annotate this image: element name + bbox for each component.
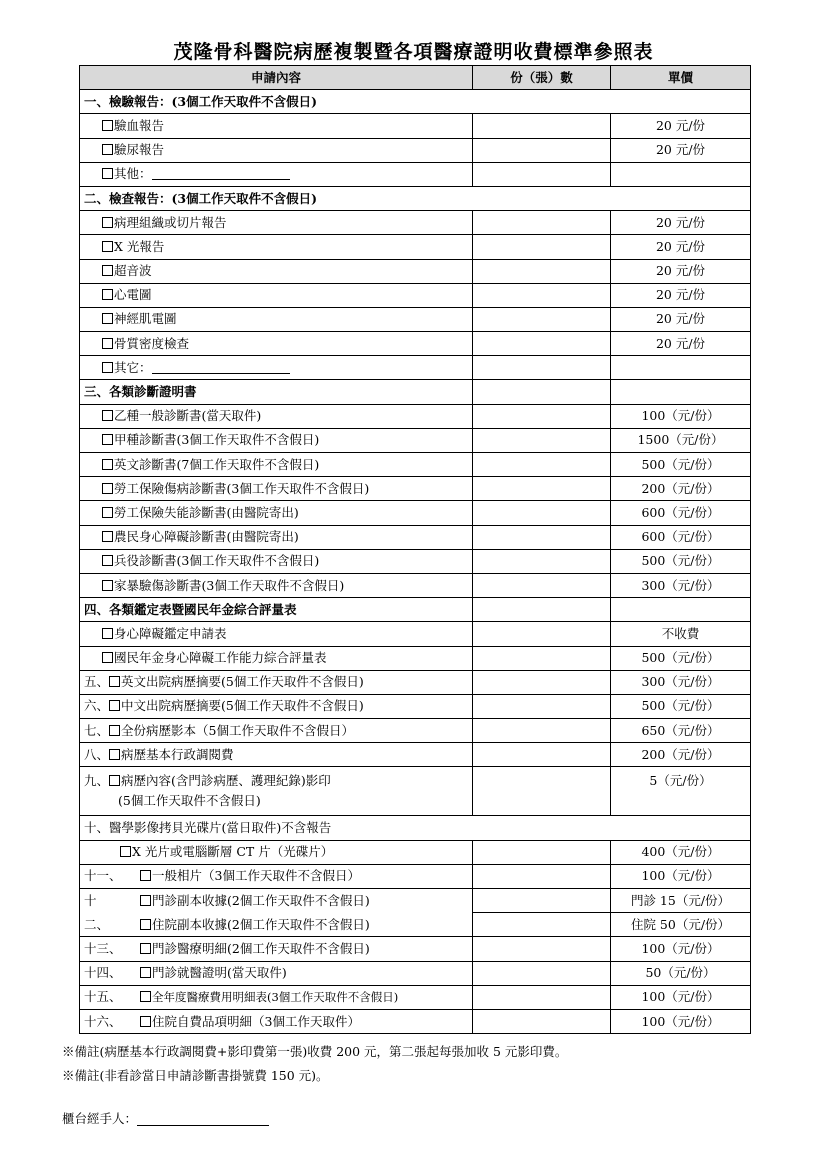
price-cell: 20 元/份 [611,114,751,138]
item-label: 其他： [114,166,152,182]
checkbox[interactable] [102,217,113,228]
table-row [80,622,751,646]
section-number: 九、 [84,773,110,789]
item-label: 身心障礙鑑定申請表 [114,625,227,641]
price-cell: 600（元/份） [611,525,751,549]
signature-label: 櫃台經手人： [62,1111,138,1126]
item-label: 勞工保險傷病診斷書(3個工作天取件不含假日) [114,480,370,496]
section-title: 三、各類診斷證明書 [80,380,473,404]
table-row [80,985,751,1009]
count-cell[interactable] [473,477,611,501]
price-cell: 1500（元/份） [611,428,751,452]
item-label: 全份病歷影本（5個工作天取件不含假日） [121,722,354,738]
table-row [80,719,751,743]
table-row [80,477,751,501]
table-row [80,525,751,549]
item-label: 家暴驗傷診斷書(3個工作天取件不含假日) [114,577,345,593]
price-cell [611,356,751,380]
count-cell[interactable] [473,211,611,235]
item-label: 英文診斷書(7個工作天取件不含假日) [114,456,320,472]
item-label: 門診就醫證明(當天取件) [152,965,287,981]
table-row [80,501,751,525]
table-row [80,694,751,718]
price-cell: 400（元/份） [611,840,751,864]
price-cell: 不收費 [611,622,751,646]
section-number: 十一、 [84,868,122,884]
price-cell: 20 元/份 [611,307,751,331]
section-number: 十六、 [84,1013,122,1029]
count-cell[interactable] [473,114,611,138]
section-number: 七、 [84,722,110,738]
section-row [80,90,751,114]
checkbox[interactable] [102,241,113,252]
section-number: 十 [84,892,97,908]
count-cell[interactable] [473,646,611,670]
price-cell: 100（元/份） [611,1009,751,1033]
checkbox[interactable] [140,943,151,954]
table-row [80,670,751,694]
checkbox[interactable] [102,265,113,276]
section-number: 六、 [84,698,110,714]
count-cell[interactable] [473,453,611,477]
table-row [80,235,751,259]
item-label: X 光片或電腦斷層 CT 片（光碟片） [132,844,334,860]
section-title: 四、各類鑑定表暨國民年金綜合評量表 [80,598,473,622]
checkbox[interactable] [102,313,113,324]
table-row [80,864,751,888]
checkbox[interactable] [102,628,113,639]
checkbox[interactable] [140,967,151,978]
item-label: X 光報告 [114,238,165,254]
checkbox[interactable] [102,652,113,663]
item-label: 國民年金身心障礙工作能力綜合評量表 [114,650,327,666]
signature-line[interactable] [137,1111,269,1126]
item-label: 心電圖 [114,287,152,303]
item-label: 甲種診斷書(3個工作天取件不含假日) [114,432,320,448]
count-cell[interactable] [473,283,611,307]
count-cell[interactable] [473,889,611,913]
checkbox[interactable] [102,555,113,566]
price-cell [611,598,751,622]
count-cell[interactable] [473,138,611,162]
section-number: 十三、 [84,940,122,956]
note-line: ※備註(病歷基本行政調閱費+影印費第一張)收費 200 元，第二張起每張加收 5 元影印費。 [62,1044,568,1059]
table-header [80,66,751,90]
notes [62,1040,567,1088]
count-cell[interactable] [473,356,611,380]
price-cell: 500（元/份） [611,549,751,573]
count-cell[interactable] [473,501,611,525]
table-row [80,453,751,477]
checkbox[interactable] [120,846,131,857]
price-cell: 300（元/份） [611,670,751,694]
price-cell: 20 元/份 [611,332,751,356]
checkbox[interactable] [109,700,120,711]
count-cell[interactable] [473,404,611,428]
section-number: 二、 [84,916,110,932]
table-row [80,549,751,573]
header-content: 申請內容 [80,66,473,90]
table-row [80,937,751,961]
price-cell: 100（元/份） [611,864,751,888]
count-cell[interactable] [473,694,611,718]
count-cell[interactable] [473,743,611,767]
table-row [80,332,751,356]
price-cell: 100（元/份） [611,937,751,961]
checkbox[interactable] [140,895,151,906]
checkbox[interactable] [102,338,113,349]
checkbox[interactable] [102,507,113,518]
price-cell: 20 元/份 [611,235,751,259]
item-label: 兵役診斷書(3個工作天取件不含假日) [114,553,320,569]
item-label: 驗尿報告 [114,142,165,158]
count-cell[interactable] [473,913,611,937]
table-row [80,211,751,235]
count-cell[interactable] [473,1009,611,1033]
price-cell: 600（元/份） [611,501,751,525]
price-cell: 20 元/份 [611,259,751,283]
checkbox[interactable] [109,749,120,760]
section-row [80,380,751,404]
checkbox[interactable] [102,120,113,131]
count-cell[interactable] [473,573,611,597]
checkbox[interactable] [102,289,113,300]
price-cell: 門診 15（元/份） [611,889,751,913]
fill-in-blank[interactable] [152,361,290,374]
checkbox[interactable] [102,144,113,155]
count-cell [473,380,611,404]
item-label: 門診副本收據(2個工作天取件不含假日) [152,892,370,908]
price-cell: 500（元/份） [611,694,751,718]
price-cell: 5（元/份） [611,767,751,816]
price-cell: 100（元/份） [611,404,751,428]
item-label: 全年度醫療費用明細表(3個工作天取件不含假日) [152,990,399,1005]
table-row [80,428,751,452]
item-label: 超音波 [114,263,152,279]
count-cell[interactable] [473,864,611,888]
price-cell [611,162,751,186]
table-row [80,138,751,162]
count-cell[interactable] [473,622,611,646]
price-cell: 20 元/份 [611,211,751,235]
count-cell[interactable] [473,961,611,985]
fill-in-blank[interactable] [152,167,290,180]
item-label: 驗血報告 [114,117,165,133]
item-label: 勞工保險失能診斷書(由醫院寄出) [114,504,299,520]
section-number: 十五、 [84,989,122,1005]
table-row [80,356,751,380]
price-cell [611,380,751,404]
checkbox[interactable] [102,434,113,445]
checkbox[interactable] [109,775,120,786]
price-cell: 200（元/份） [611,743,751,767]
item-label: 農民身心障礙診斷書(由醫院寄出) [114,529,299,545]
item-label: 病歷內容(含門診病歷、護理紀錄)影印 [121,773,331,789]
table-row [80,840,751,864]
checkbox[interactable] [140,1016,151,1027]
table-row [80,889,751,913]
table-row [80,114,751,138]
count-cell[interactable] [473,985,611,1009]
item-label-line2: (5個工作天取件不含假日) [118,793,261,809]
table-row [80,961,751,985]
count-cell[interactable] [473,332,611,356]
count-cell[interactable] [473,767,611,816]
item-label: 其它： [114,359,152,375]
table-row [80,743,751,767]
price-cell: 200（元/份） [611,477,751,501]
checkbox[interactable] [102,459,113,470]
note-line: ※備註(非看診當日申請診斷書掛號費 150 元)。 [62,1068,329,1083]
count-cell[interactable] [473,719,611,743]
item-label: 病歷基本行政調閱費 [121,746,234,762]
table-row [80,283,751,307]
price-cell: 住院 50（元/份） [611,913,751,937]
count-cell[interactable] [473,162,611,186]
section-row [80,598,751,622]
price-cell: 650（元/份） [611,719,751,743]
price-cell: 20 元/份 [611,283,751,307]
item-label: 中文出院病歷摘要(5個工作天取件不含假日) [121,698,364,714]
checkbox[interactable] [102,580,113,591]
table-row [80,307,751,331]
checkbox[interactable] [140,919,151,930]
table-row [80,162,751,186]
checkbox[interactable] [102,168,113,179]
table-row [80,646,751,670]
count-cell[interactable] [473,670,611,694]
section-title: 十、醫學影像拷貝光碟片(當日取件)不含報告 [80,816,751,840]
checkbox[interactable] [140,991,151,1002]
signature-area [62,1111,269,1127]
checkbox[interactable] [109,676,120,687]
table-row [80,404,751,428]
section-title: 二、檢查報告：(3個工作天取件不含假日) [80,186,751,210]
section-number: 五、 [84,674,110,690]
price-cell: 500（元/份） [611,453,751,477]
checkbox[interactable] [102,410,113,421]
header-price: 單價 [611,66,751,90]
count-cell[interactable] [473,259,611,283]
price-cell: 20 元/份 [611,138,751,162]
price-cell: 100（元/份） [611,985,751,1009]
count-cell[interactable] [473,840,611,864]
item-label: 英文出院病歷摘要(5個工作天取件不含假日) [121,674,364,690]
price-cell: 500（元/份） [611,646,751,670]
checkbox[interactable] [109,725,120,736]
item-label: 骨質密度檢查 [114,335,190,351]
item-label: 住院自費品項明細（3個工作天取件） [152,1013,360,1029]
price-cell: 300（元/份） [611,573,751,597]
table-row [80,767,751,816]
section-title: 一、檢驗報告：(3個工作天取件不含假日) [80,90,751,114]
table-row [80,573,751,597]
checkbox[interactable] [102,483,113,494]
count-cell[interactable] [473,307,611,331]
table-row [80,1009,751,1033]
price-cell: 50（元/份） [611,961,751,985]
section-row [80,816,751,840]
checkbox[interactable] [102,531,113,542]
fee-table [79,65,751,1034]
checkbox[interactable] [102,362,113,373]
table-row [80,259,751,283]
count-cell[interactable] [473,549,611,573]
count-cell[interactable] [473,235,611,259]
section-number: 十四、 [84,965,122,981]
item-label: 門診醫療明細(2個工作天取件不含假日) [152,940,370,956]
checkbox[interactable] [140,870,151,881]
header-count: 份（張）數 [473,66,611,90]
table-row [80,913,751,937]
count-cell[interactable] [473,525,611,549]
item-label: 一般相片（3個工作天取件不含假日） [152,868,360,884]
section-number: 八、 [84,746,110,762]
page-title: 茂隆骨科醫院病歷複製暨各項醫療證明收費標準參照表 [173,41,654,63]
count-cell [473,598,611,622]
item-label: 神經肌電圖 [114,311,177,327]
item-label: 病理組織或切片報告 [114,214,227,230]
section-row [80,186,751,210]
item-label: 住院副本收據(2個工作天取件不含假日) [152,916,370,932]
item-label: 乙種一般診斷書(當天取件) [114,408,262,424]
count-cell[interactable] [473,937,611,961]
count-cell[interactable] [473,428,611,452]
